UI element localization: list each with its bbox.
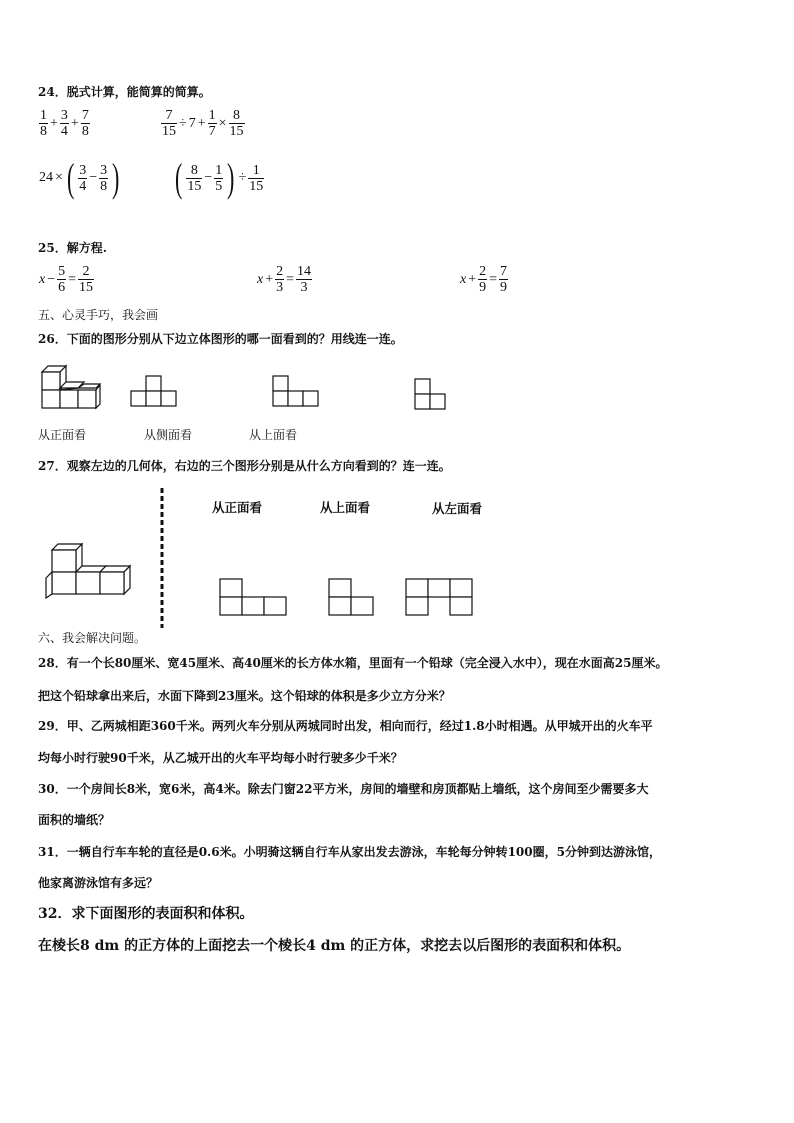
fraction: $\frac{3}{4}$	[79, 162, 87, 194]
q26-label-side: 从侧面看	[144, 428, 193, 442]
q26-view-shape-1	[131, 375, 177, 407]
operator: ÷	[179, 115, 187, 131]
operator: −	[89, 170, 98, 185]
q32-title: 32．求下面图形的表面积和体积。	[38, 906, 254, 922]
operator: −	[47, 271, 56, 287]
q26-view-shape-3	[415, 378, 447, 410]
fraction: $\frac{7}{9}$	[500, 264, 508, 295]
q27-dashed-divider	[160, 488, 164, 628]
operator: +	[50, 115, 58, 131]
q24-title: 24．脱式计算，能简算的简算。	[38, 85, 211, 99]
operator: +	[468, 271, 477, 287]
fraction: $\frac{2}{9}$	[479, 264, 487, 295]
q24-expression-2	[160, 108, 246, 139]
q27-header-top: 从上面看	[320, 500, 371, 515]
q28-line-1: 28．有一个长80厘米、宽45厘米、高40厘米的长方体水箱，里面有一个铅球（完全浸入水中），现在水面高25厘米。	[38, 656, 668, 670]
fraction: $\frac{1}{5}$	[215, 162, 223, 194]
fraction: $\frac{3}{4}$	[60, 108, 68, 139]
equals: =	[489, 271, 498, 287]
q27-header-front: 从正面看	[212, 500, 263, 515]
q25-equation-3	[459, 264, 509, 295]
q31-line-2: 他家离游泳馆有多远？	[38, 876, 159, 890]
q27-view-shape-2	[328, 578, 374, 616]
q31-line-1: 31．一辆自行车车轮的直径是0.6米。小明骑这辆自行车从家出发去游泳，车轮每分钟转100圈，5分钟到达游泳馆，	[38, 845, 661, 859]
q32-body: 在棱长8 dm 的正方体的上面挖去一个棱长4 dm 的正方体，求挖去以后图形的表面积和体积。	[38, 938, 631, 954]
q30-line-1: 30．一个房间长8米，宽6米，高4米。除去门窗22平方米，房间的墙壁和房顶都贴上墙纸，这个房间至少需要多大	[38, 782, 649, 796]
section-6-heading: 六、我会解决问题。	[38, 631, 147, 645]
q24-expression-3	[38, 155, 122, 200]
q30-line-2: 面积的墙纸？	[38, 813, 111, 827]
fraction: $\frac{7}{15}$	[162, 108, 176, 139]
left-paren: (	[66, 155, 75, 200]
q26-title: 26．下面的图形分别从下边立体图形的哪一面看到的？用线连一连。	[38, 332, 403, 346]
fraction: $\frac{5}{6}$	[58, 264, 66, 295]
operator: +	[265, 271, 274, 287]
right-paren: )	[112, 155, 120, 200]
q27-header-left: 从左面看	[432, 501, 483, 516]
fraction: $\frac{3}{8}$	[100, 162, 108, 194]
variable: x	[460, 271, 467, 287]
operator: +	[197, 115, 206, 131]
fraction: $\frac{7}{8}$	[81, 108, 89, 139]
fraction: $\frac{8}{15}$	[229, 108, 244, 139]
fraction: $\frac{1}{8}$	[40, 108, 47, 139]
q25-equation-2	[256, 264, 313, 295]
operator: ÷	[238, 170, 247, 185]
q26-solid-figure	[38, 366, 100, 410]
number: 7	[188, 115, 196, 131]
q27-title: 27．观察左边的几何体，右边的三个图形分别是从什么方向看到的？连一连。	[38, 459, 451, 473]
q27-solid-figure	[42, 542, 138, 598]
operator: ×	[218, 115, 227, 131]
q28-line-2: 把这个铅球拿出来后，水面下降到23厘米。这个铅球的体积是多少立方分米？	[38, 689, 451, 703]
q26-view-shape-2	[273, 375, 319, 407]
number: 24	[39, 170, 53, 185]
q27-view-shape-3	[405, 578, 475, 616]
equals: =	[68, 271, 77, 287]
operator: ×	[55, 170, 63, 185]
right-paren: )	[227, 155, 235, 200]
q29-line-1: 29．甲、乙两城相距360千米。两列火车分别从两城同时出发，相向而行，经过1.8小时相遇。从甲城开出的火车平	[38, 719, 653, 733]
section-5-heading: 五、心灵手巧，我会画	[38, 308, 159, 322]
fraction: $\frac{14}{3}$	[297, 264, 312, 295]
fraction: $\frac{1}{15}$	[249, 162, 264, 194]
fraction: $\frac{8}{15}$	[187, 162, 202, 194]
q29-line-2: 均每小时行驶90千米，从乙城开出的火车平均每小时行驶多少千米？	[38, 751, 403, 765]
q26-label-top: 从上面看	[249, 428, 298, 442]
operator: −	[204, 170, 213, 185]
q25-equation-1	[38, 264, 95, 295]
q27-view-shape-1	[219, 578, 289, 616]
q24-expression-1	[38, 108, 91, 139]
q24-expression-4	[172, 155, 265, 200]
q26-label-front: 从正面看	[38, 428, 87, 442]
variable: x	[257, 271, 264, 287]
operator: +	[70, 115, 79, 131]
left-paren: (	[174, 155, 183, 200]
fraction: $\frac{2}{15}$	[79, 264, 94, 295]
q25-title: 25．解方程.	[38, 241, 107, 255]
variable: x	[39, 271, 46, 287]
equals: =	[286, 271, 295, 287]
fraction: $\frac{1}{7}$	[208, 108, 216, 139]
fraction: $\frac{2}{3}$	[276, 264, 284, 295]
